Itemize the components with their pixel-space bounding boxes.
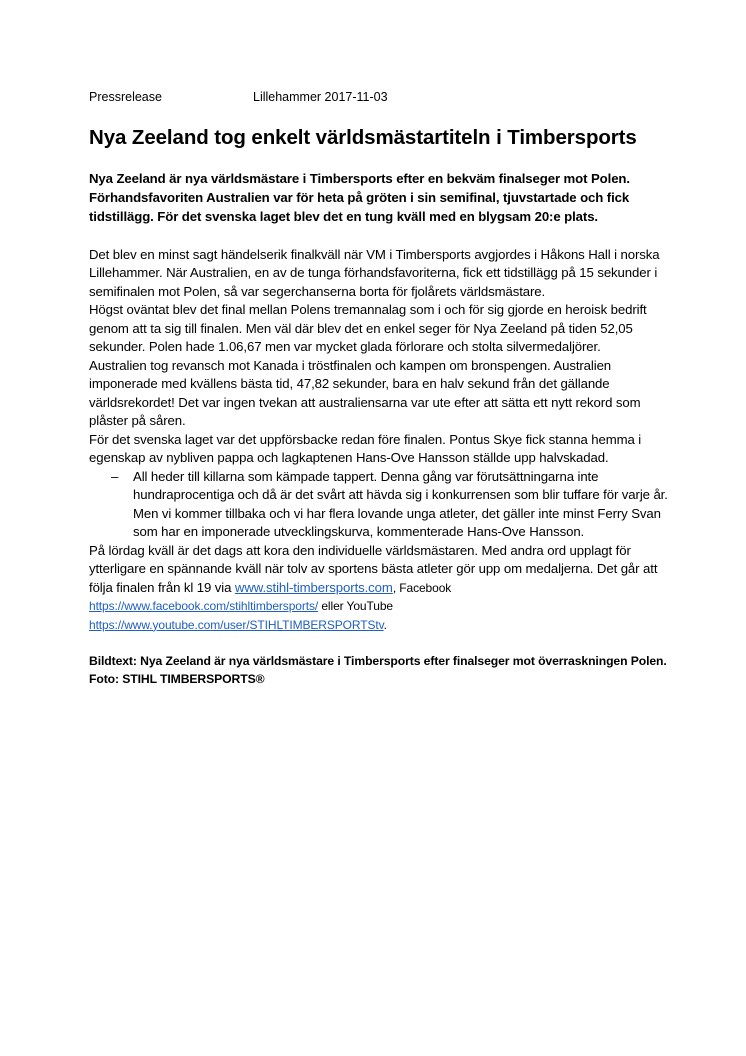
header-row (89, 88, 669, 106)
quote-dash: – (111, 468, 119, 484)
page-title: Nya Zeeland tog enkelt världsmästartiteln i Timbersports (89, 126, 637, 149)
place-date: Lillehammer 2017-11-03 (253, 90, 388, 104)
paragraph-2: Högst oväntat blev det final mellan Polens tremannalag som i och för sig gjorde en heroisk bedrift genom att ta sig till finalen. Men väl där blev det en enkel seger för Nya Zeeland på tiden 52,05 sekunder. Polen hade 1.06,67 men var mycket glada förlorare och stolta silvermedaljörer. (89, 302, 647, 355)
document-page (89, 88, 669, 700)
paragraph-4: För det svenska laget var det uppförsbacke redan före finalen. Pontus Skye fick stanna hemma i egenskap av nybliven pappa och lagkaptenen Hans-Ove Hansson ställde upp halvskadad. (89, 431, 642, 466)
closing-end: . (383, 617, 387, 632)
quote-block (89, 468, 669, 542)
lead-paragraph: Nya Zeeland är nya världsmästare i Timbersports efter en bekväm finalseger mot Polen. Förhandsfavoriten Australien var för heta på gröten i sin semifinal, tjuvstartade och fick tidstillägg. För det svenska laget blev det en tung kväll med en blygsam 20:e plats. (89, 171, 630, 225)
body-text (89, 246, 669, 635)
closing-paragraph (89, 542, 669, 635)
facebook-label: , Facebook (392, 580, 452, 595)
stihl-link[interactable]: www.stihl-timbersports.com (234, 579, 393, 595)
youtube-label: eller YouTube (318, 599, 394, 614)
document-type: Pressrelease (89, 90, 162, 104)
image-caption: Bildtext: Nya Zeeland är nya världsmästare i Timbersports efter finalseger mot överraskningen Polen. Foto: STIHL TIMBERSPORTS® (89, 654, 667, 686)
paragraph-1: Det blev en minst sagt händelserik finalkväll när VM i Timbersports avgjordes i Håkons Hall i norska Lillehammer. När Australien, en av de tunga förhandsfavoriterna, fick ett tidstillägg på 15 sekunder i semifinalen mot Polen, så var segerchanserna borta för fjolårets världsmästare. (89, 246, 660, 299)
closing-text: På lördag kväll är det dags att kora den individuelle världsmästaren. Med andra ord upplagt för ytterligare en spännande kväll när tolv av sportens bästa atleter gör upp om medaljerna. Det går att följa finalen från kl 19 via (89, 542, 658, 595)
paragraph-3: Australien tog revansch mot Kanada i tröstfinalen och kampen om bronspengen. Australien imponerade med kvällens bästa tid, 47,82 sekunder, bara en halv sekund från det gällande världsrekordet! Det var ingen tvekan att australiensarna var ute efter att sätta ett nytt rekord som plåster på såren. (89, 357, 641, 429)
youtube-link[interactable]: https://www.youtube.com/user/STIHLTIMBERSPORTStv (89, 617, 384, 632)
facebook-link[interactable]: https://www.facebook.com/stihltimbersports/ (89, 599, 319, 614)
quote-text: All heder till killarna som kämpade tappert. Denna gång var förutsättningarna inte hundraprocentiga och då är det svårt att hävda sig i konkurrensen som blir tuffare för varje år. Men vi kommer tillbaka och vi har flera lovande unga atleter, det gäller inte minst Ferry Svan som har en imponerade utvecklingskurva, kommenterade Hans-Ove Hansson. (133, 468, 668, 540)
